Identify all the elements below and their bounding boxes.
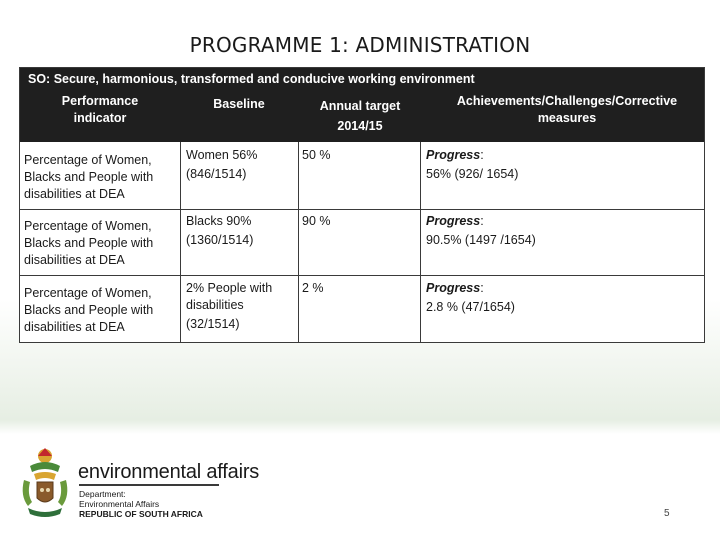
department-label: Department: <box>79 489 126 499</box>
row1-achievement: Progress: 56% (926/ 1654) <box>426 147 696 183</box>
row1-baseline-ratio: (846/1514) <box>186 167 247 181</box>
row2-progress-value: 90.5% (1497 /1654) <box>426 233 536 247</box>
row1-target: 50 % <box>302 148 331 162</box>
slide-title: PROGRAMME 1: ADMINISTRATION <box>189 33 531 57</box>
header-achievements: Achievements/Challenges/Corrective measures <box>456 94 678 125</box>
so-heading: SO: Secure, harmonious, transformed and conducive working environment <box>20 68 704 90</box>
header-performance-indicator: Performance indicator <box>61 94 139 125</box>
row2-target: 90 % <box>302 214 331 228</box>
row3-baseline-ratio: (32/1514) <box>186 317 240 331</box>
department-full-name: Environmental Affairs <box>79 499 160 509</box>
table-header-row <box>20 90 704 142</box>
row3-indicator: Percentage of Women, Blacks and People with disabilities at DEA <box>24 286 154 334</box>
row3-progress-label: Progress <box>426 281 481 295</box>
row2-progress-label: Progress <box>426 214 481 228</box>
row3-target: 2 % <box>302 281 324 295</box>
row1-progress-value: 56% (926/ 1654) <box>426 167 519 181</box>
row-divider <box>20 275 704 276</box>
row3-progress-value: 2.8 % (47/1654) <box>426 300 515 314</box>
row1-baseline <box>186 147 300 183</box>
row2-achievement: Progress: 90.5% (1497 /1654) <box>426 213 696 249</box>
department-name: environmental affairs <box>78 461 260 483</box>
row2-baseline <box>186 213 300 249</box>
row1-progress-label: Progress <box>426 148 481 162</box>
country-name: REPUBLIC OF SOUTH AFRICA <box>79 509 203 519</box>
row1-baseline-value: Women 56% <box>186 148 258 162</box>
department-details <box>79 489 203 519</box>
row3-baseline <box>186 280 294 333</box>
row3-achievement: Progress: 2.8 % (47/1654) <box>426 280 696 316</box>
column-divider <box>180 142 181 342</box>
page-number: 5 <box>664 508 670 519</box>
row2-baseline-value: Blacks 90% <box>186 214 252 228</box>
header-baseline: Baseline <box>213 97 265 111</box>
row2-indicator: Percentage of Women, Blacks and People with disabilities at DEA <box>24 219 154 267</box>
header-annual-target: Annual target 2014/15 <box>319 99 401 133</box>
row-divider <box>20 209 704 210</box>
column-divider <box>420 142 421 342</box>
performance-table <box>19 67 705 343</box>
coat-of-arms-icon <box>14 446 76 522</box>
row3-baseline-value: 2% People with disabilities <box>186 281 273 312</box>
divider <box>79 484 219 486</box>
row1-indicator: Percentage of Women, Blacks and People with disabilities at DEA <box>24 153 154 201</box>
row2-baseline-ratio: (1360/1514) <box>186 233 254 247</box>
